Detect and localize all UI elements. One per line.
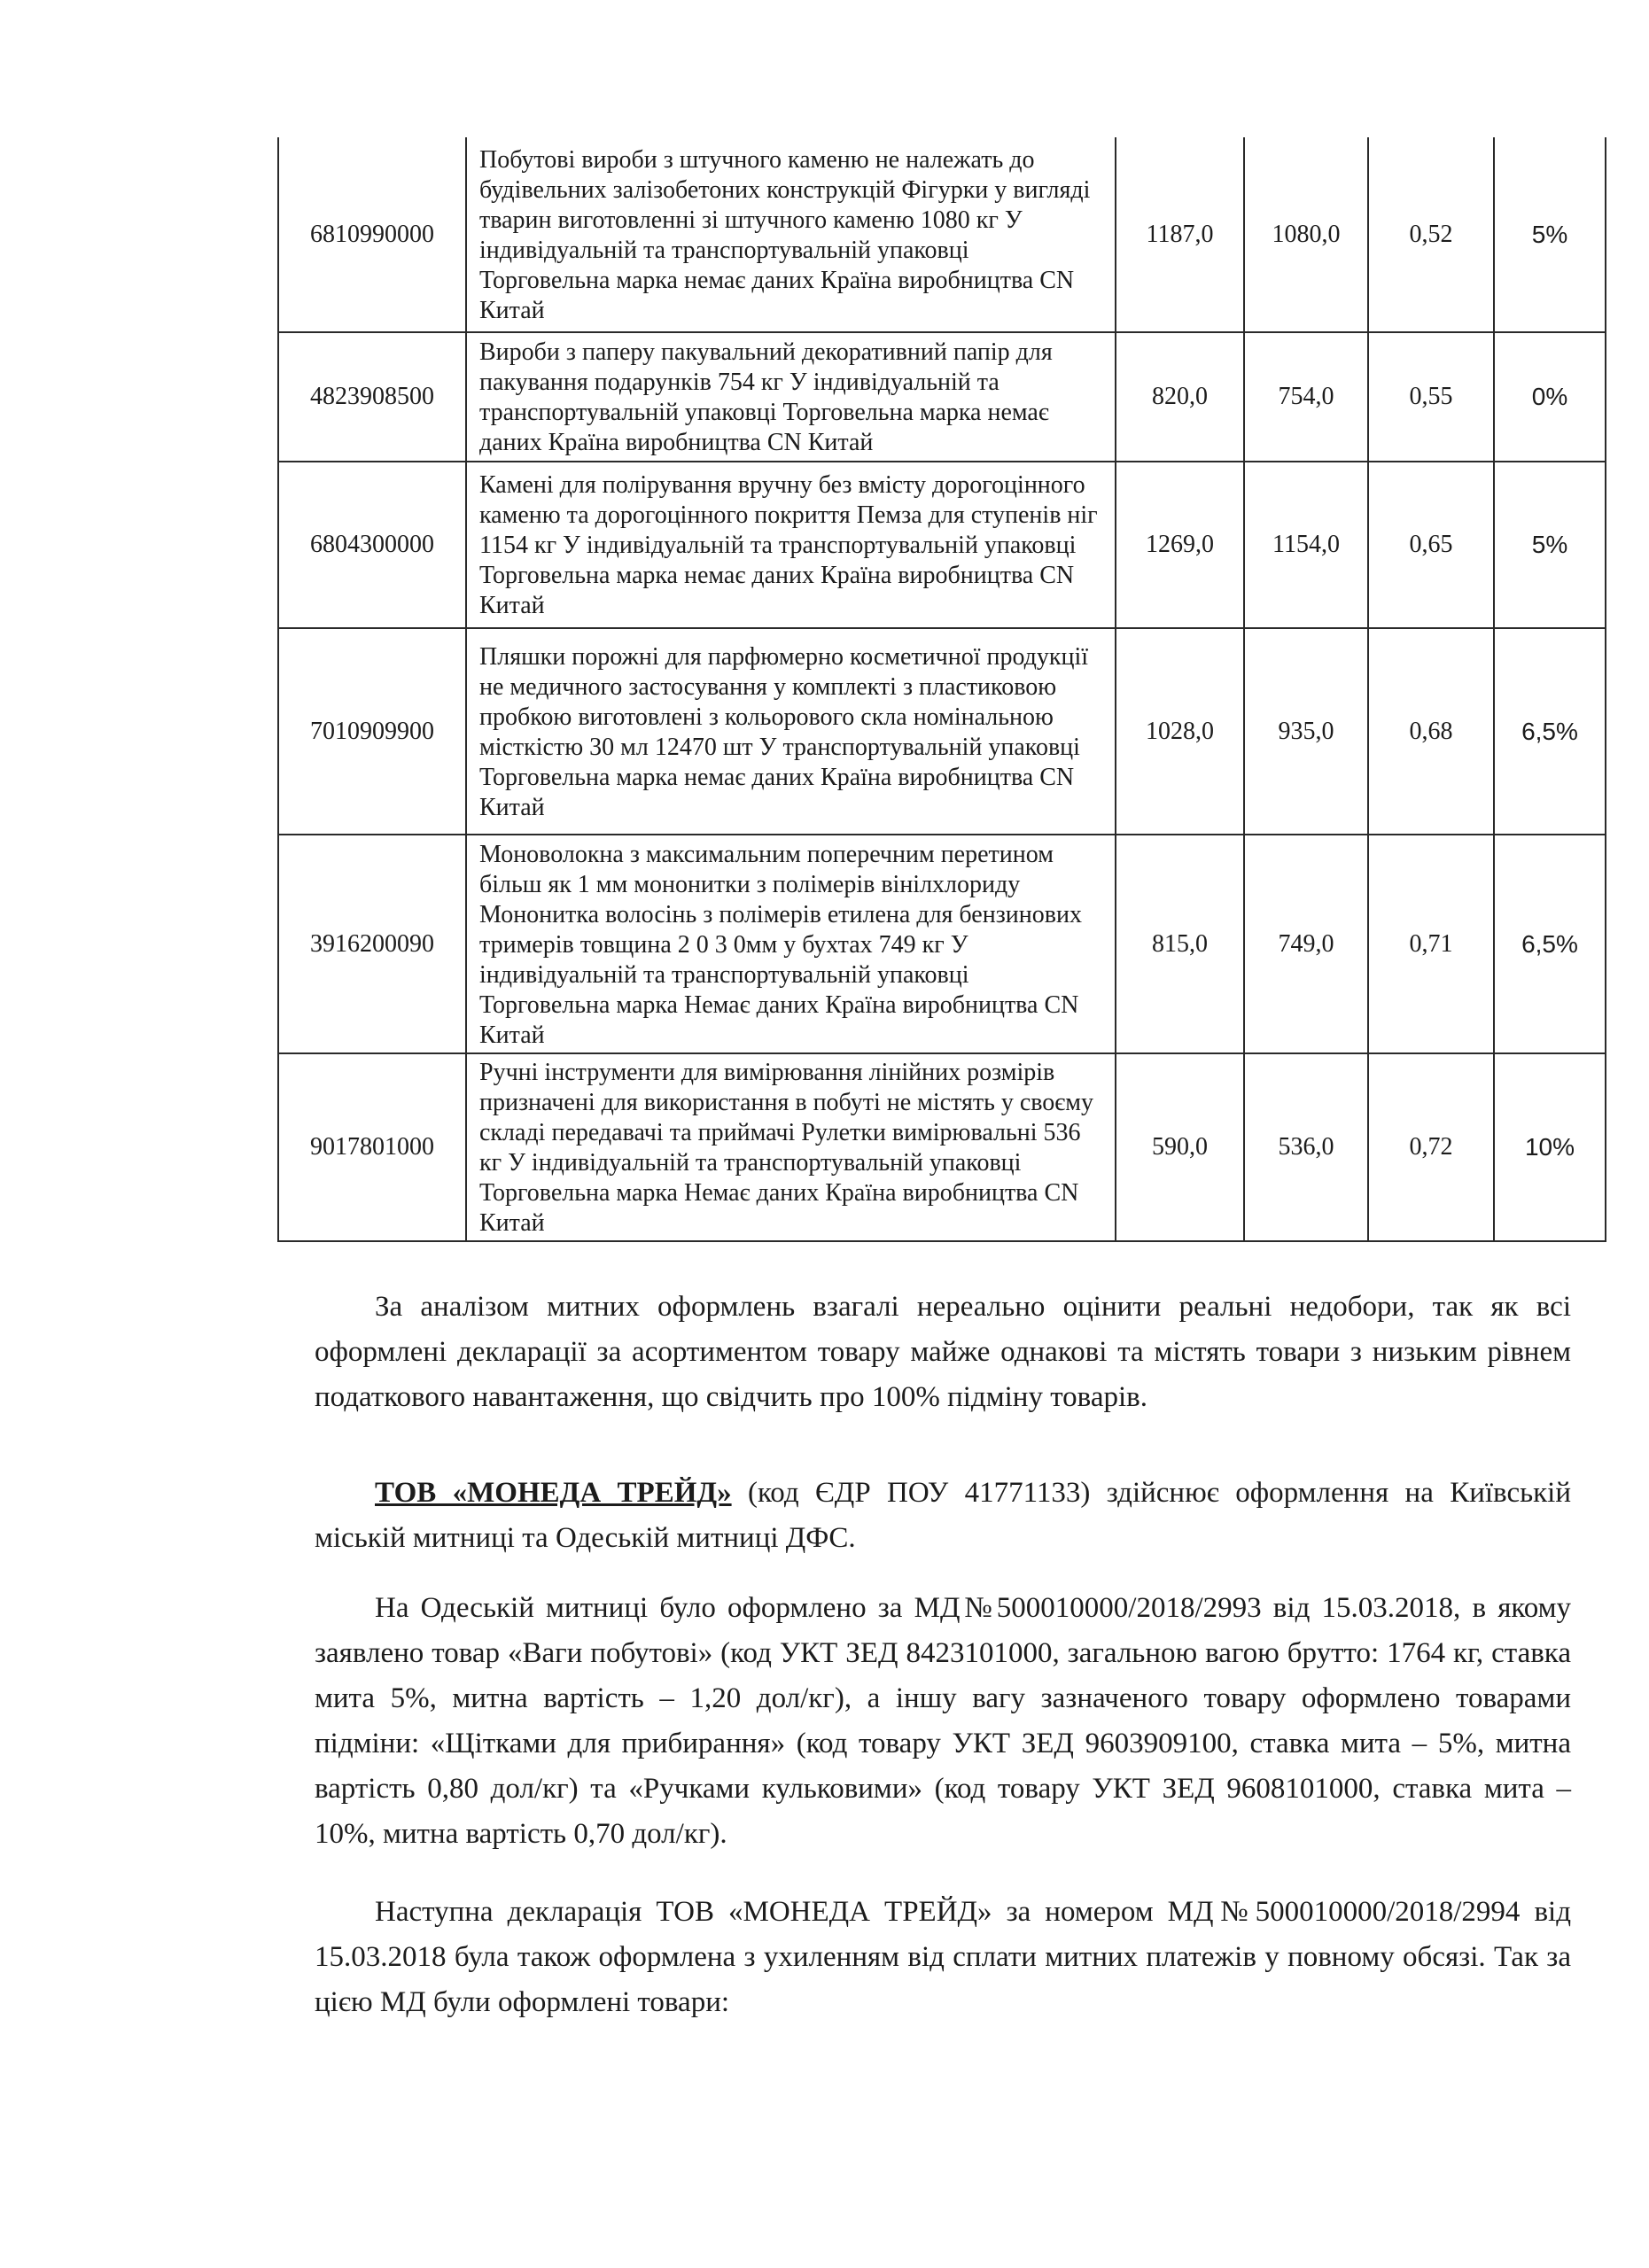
description-cell: Вироби з паперу пакувальний декоративний папір для пакування подарунків 754 кг У індивідуальній та транспортувальній упаковці Торговельна марка немає даних Країна виробництва CN Китай <box>466 332 1116 462</box>
net-weight-cell: 1154,0 <box>1244 462 1368 628</box>
customs-value-cell: 0,55 <box>1368 332 1494 462</box>
hs-code-cell: 7010909900 <box>278 628 466 835</box>
duty-rate-cell: 0% <box>1494 332 1606 462</box>
declaration-text-1: На Одеській митниці було оформлено за МД№500010000/2018/2993 від 15.03.2018, в якому заявлено товар «Ваги побутові» (код УКТ ЗЕД 8423101000, загальною вагою брутто: 1764 кг, ставка мита 5%, митна вартість – 1,20 дол/кг), а іншу вагу зазначеного товару оформлено товарами підміни: «Щітками для прибирання» (код товару УКТ ЗЕД 9603909100, ставка мита – 5%, митна вартість 0,80 дол/кг) та «Ручками кульковими» (код товару УКТ ЗЕД 9608101000, ставка мита – 10%, митна вартість 0,70 дол/кг). <box>315 1592 1571 1850</box>
goods-table-body <box>278 137 1606 1241</box>
declaration-paragraph-2 <box>315 1890 1571 2025</box>
description-cell: Камені для полірування вручну без вмісту дорогоцінного каменю та дорогоцінного покриття Пемза для ступенів ніг 1154 кг У індивідуальній та транспортувальній упаковці Торговельна марка немає даних Країна виробництва CN Китай <box>466 462 1116 628</box>
customs-value-cell: 0,71 <box>1368 835 1494 1053</box>
net-weight-cell: 935,0 <box>1244 628 1368 835</box>
duty-rate-cell: 6,5% <box>1494 628 1606 835</box>
hs-code-cell: 6804300000 <box>278 462 466 628</box>
analysis-text: За аналізом митних оформлень взагалі нереально оцінити реальні недобори, так як всі оформлені декларації за асортиментом товару майже однакові та містять товари з низьким рівнем податкового навантаження, що свідчить про 100% підміну товарів. <box>315 1291 1571 1413</box>
table-row <box>278 137 1606 332</box>
table-row <box>278 1053 1606 1241</box>
declaration-text-2: Наступна декларація ТОВ «МОНЕДА ТРЕЙД» за номером МД№500010000/2018/2994 від 15.03.2018 була також оформлена з ухиленням від сплати митних платежів у повному обсязі. Так за цією МД були оформлені товари: <box>315 1896 1571 2018</box>
customs-value-cell: 0,68 <box>1368 628 1494 835</box>
duty-rate-cell: 6,5% <box>1494 835 1606 1053</box>
duty-rate-cell: 10% <box>1494 1053 1606 1241</box>
description-cell: Пляшки порожні для парфюмерно косметичної продукції не медичного застосування у комплекті з пластиковою пробкою виготовлені з кольорового скла номінальною місткістю 30 мл 12470 шт У транспортувальній упаковці Торговельна марка немає даних Країна виробництва CN Китай <box>466 628 1116 835</box>
analysis-paragraph <box>315 1285 1571 1420</box>
net-weight-cell: 536,0 <box>1244 1053 1368 1241</box>
net-weight-cell: 754,0 <box>1244 332 1368 462</box>
hs-code-cell: 9017801000 <box>278 1053 466 1241</box>
table-row <box>278 332 1606 462</box>
company-text: (код ЄДР ПОУ 41771133) здійснює оформлення на Київській міській митниці та Одеській митниці ДФС. <box>315 1477 1571 1554</box>
hs-code-cell: 4823908500 <box>278 332 466 462</box>
declaration-paragraph-1 <box>315 1586 1571 1857</box>
gross-weight-cell: 1187,0 <box>1116 137 1244 332</box>
gross-weight-cell: 590,0 <box>1116 1053 1244 1241</box>
goods-table <box>277 137 1606 1242</box>
description-cell: Моноволокна з максимальним поперечним перетином більш як 1 мм мононитки з полімерів вінілхлориду Мононитка волосінь з полімерів етилена для бензинових тримерів товщина 2 0 3 0мм у бухтах 749 кг У індивідуальній та транспортувальній упаковці Торговельна марка Немає даних Країна виробництва CN Китай <box>466 835 1116 1053</box>
customs-value-cell: 0,72 <box>1368 1053 1494 1241</box>
company-paragraph <box>315 1471 1571 1561</box>
duty-rate-cell: 5% <box>1494 462 1606 628</box>
gross-weight-cell: 815,0 <box>1116 835 1244 1053</box>
table-row <box>278 462 1606 628</box>
gross-weight-cell: 1269,0 <box>1116 462 1244 628</box>
hs-code-cell: 6810990000 <box>278 137 466 332</box>
table-row <box>278 835 1606 1053</box>
net-weight-cell: 1080,0 <box>1244 137 1368 332</box>
net-weight-cell: 749,0 <box>1244 835 1368 1053</box>
description-cell: Побутові вироби з штучного каменю не належать до будівельних залізобетоних конструкцій Фігурки у вигляді тварин виготовленні зі штучного каменю 1080 кг У індивідуальній та транспортувальній упаковці Торговельна марка немає даних Країна виробництва CN Китай <box>466 137 1116 332</box>
table-row <box>278 628 1606 835</box>
description-cell: Ручні інструменти для вимірювання лінійних розмірів призначені для використання в побуті не містять у своєму складі передавачі та приймачі Рулетки вимірювальні 536 кг У індивідуальній та транспортувальній упаковці Торговельна марка Немає даних Країна виробництва CN Китай <box>466 1053 1116 1241</box>
gross-weight-cell: 1028,0 <box>1116 628 1244 835</box>
duty-rate-cell: 5% <box>1494 137 1606 332</box>
hs-code-cell: 3916200090 <box>278 835 466 1053</box>
company-name: ТОВ «МОНЕДА ТРЕЙД» <box>375 1477 732 1509</box>
customs-value-cell: 0,52 <box>1368 137 1494 332</box>
customs-value-cell: 0,65 <box>1368 462 1494 628</box>
gross-weight-cell: 820,0 <box>1116 332 1244 462</box>
